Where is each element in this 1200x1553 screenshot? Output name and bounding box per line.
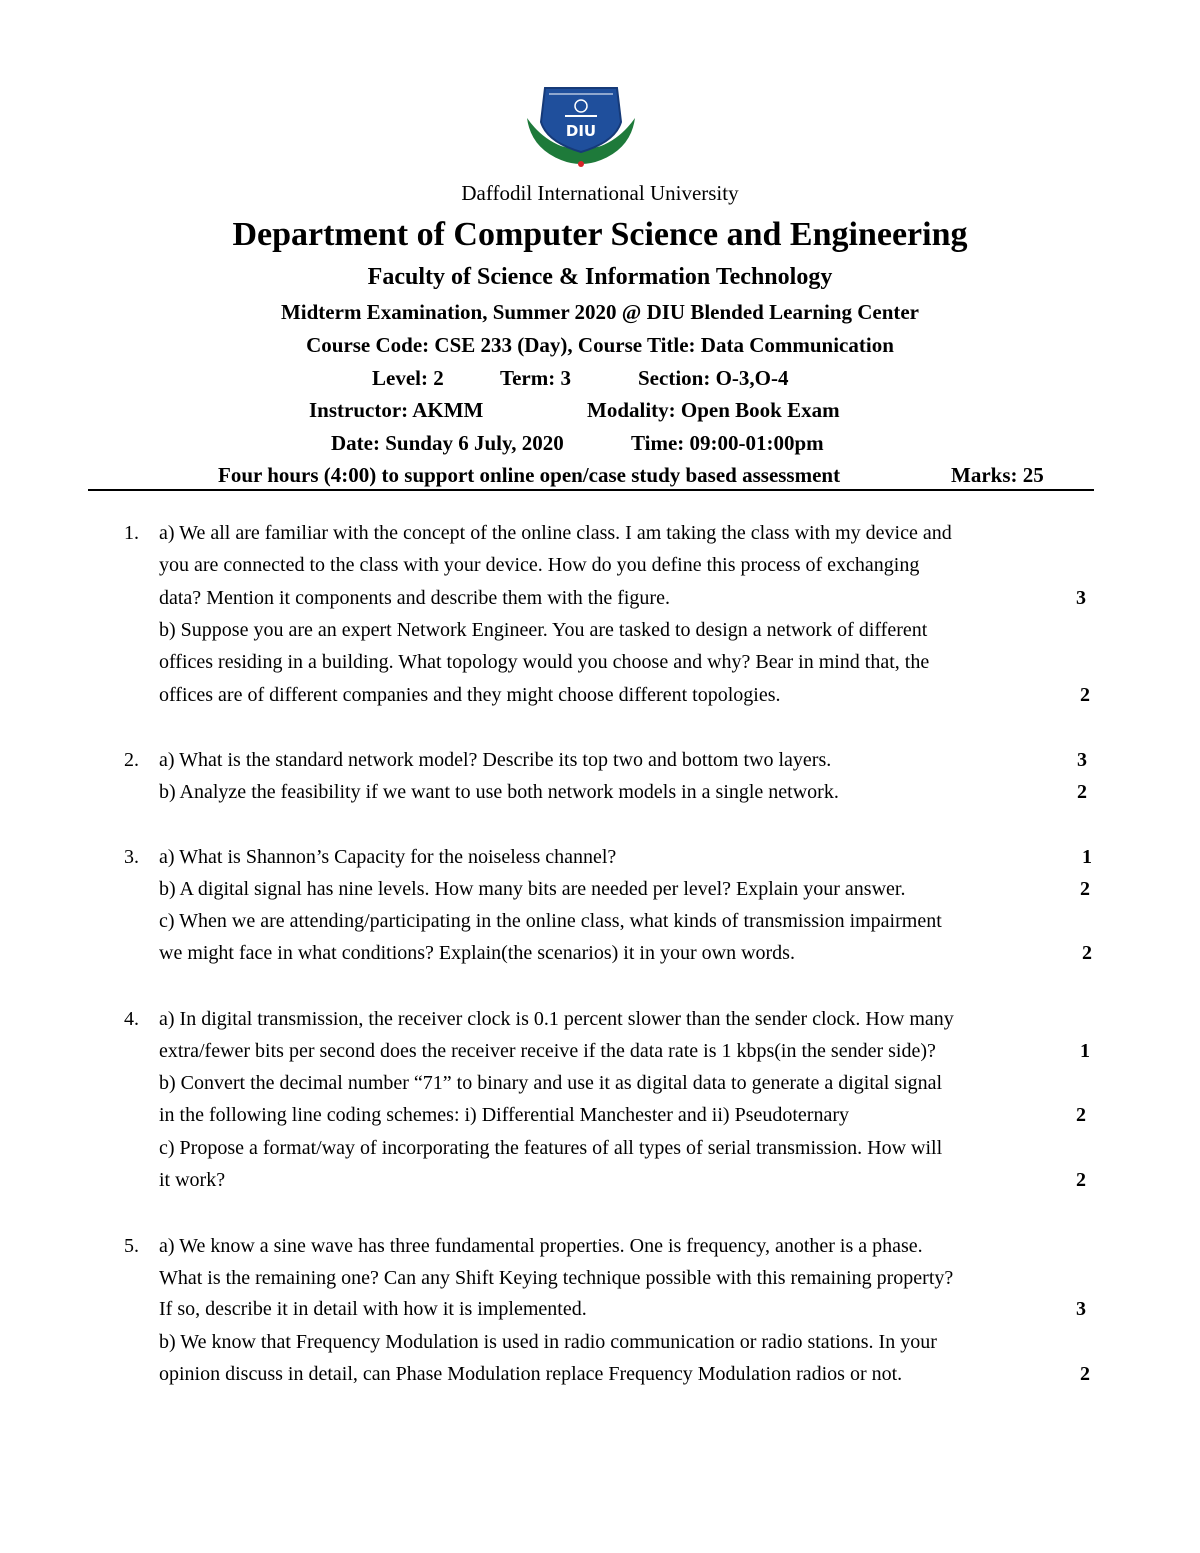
- question-4-line: extra/fewer bits per second does the receiver receive if the data rate is 1 kbps(in the sender side)?: [159, 1040, 936, 1062]
- question-4-number: 4.: [124, 1008, 139, 1030]
- question-3-line: we might face in what conditions? Explain(the scenarios) it in your own words.: [159, 942, 795, 964]
- modality-info: Modality: Open Book Exam: [587, 398, 840, 422]
- question-4c-marks: 2: [1076, 1169, 1086, 1191]
- total-marks: Marks: 25: [951, 463, 1044, 487]
- question-3-line: c) When we are attending/participating in the online class, what kinds of transmission impairment: [159, 910, 942, 932]
- course-info: Course Code: CSE 233 (Day), Course Title: Data Communication: [306, 333, 894, 357]
- question-2b-marks: 2: [1077, 781, 1087, 803]
- question-5-line: a) We know a sine wave has three fundamental properties. One is frequency, another is a phase.: [159, 1235, 923, 1257]
- question-4a-marks: 1: [1080, 1040, 1090, 1062]
- exam-title: Midterm Examination, Summer 2020 @ DIU Blended Learning Center: [280, 300, 920, 324]
- question-1-line: b) Suppose you are an expert Network Engineer. You are tasked to design a network of different: [159, 619, 928, 641]
- question-2-line: b) Analyze the feasibility if we want to use both network models in a single network.: [159, 781, 839, 803]
- university-logo: [525, 78, 637, 170]
- question-3b-marks: 2: [1080, 878, 1090, 900]
- question-1-line: offices are of different companies and they might choose different topologies.: [159, 684, 781, 706]
- question-4-line: it work?: [159, 1169, 226, 1191]
- question-1-line: data? Mention it components and describe them with the figure.: [159, 587, 670, 609]
- question-4-line: c) Propose a format/way of incorporating the features of all types of serial transmission. How will: [159, 1137, 943, 1159]
- question-4-line: a) In digital transmission, the receiver clock is 0.1 percent slower than the sender clock. How many: [159, 1008, 954, 1030]
- question-5-line: If so, describe it in detail with how it is implemented.: [159, 1298, 587, 1320]
- level-info: Level: 2: [372, 366, 444, 390]
- question-5-number: 5.: [124, 1235, 139, 1257]
- question-1-number: 1.: [124, 522, 139, 544]
- logo-text: DIU: [565, 122, 597, 140]
- question-1-line: a) We all are familiar with the concept of the online class. I am taking the class with my device and: [159, 522, 952, 544]
- term-info: Term: 3: [500, 366, 571, 390]
- instructor-info: Instructor: AKMM: [309, 398, 484, 422]
- question-5-line: opinion discuss in detail, can Phase Modulation replace Frequency Modulation radios or not.: [159, 1363, 903, 1385]
- time-info: Time: 09:00-01:00pm: [631, 431, 824, 455]
- question-1b-marks: 2: [1080, 684, 1090, 706]
- question-4b-marks: 2: [1076, 1104, 1086, 1126]
- question-3-line: b) A digital signal has nine levels. How many bits are needed per level? Explain your answer.: [159, 878, 906, 900]
- date-info: Date: Sunday 6 July, 2020: [331, 431, 564, 455]
- question-2a-marks: 3: [1077, 749, 1087, 771]
- question-5-line: What is the remaining one? Can any Shift Keying technique possible with this remaining property?: [159, 1267, 954, 1289]
- question-4-line: in the following line coding schemes: i) Differential Manchester and ii) Pseudoternary: [159, 1104, 849, 1126]
- question-2-line: a) What is the standard network model? Describe its top two and bottom two layers.: [159, 749, 832, 771]
- question-3-number: 3.: [124, 846, 139, 868]
- department-title: Department of Computer Science and Engineering: [232, 216, 968, 253]
- question-5-line: b) We know that Frequency Modulation is used in radio communication or radio stations. In your: [159, 1331, 937, 1353]
- question-1a-marks: 3: [1076, 587, 1086, 609]
- question-5a-marks: 3: [1076, 1298, 1086, 1320]
- duration-info: Four hours (4:00) to support online open/case study based assessment: [218, 463, 841, 487]
- header-divider: [88, 489, 1094, 491]
- university-name: Daffodil International University: [461, 181, 739, 205]
- question-3a-marks: 1: [1082, 846, 1092, 868]
- faculty-title: Faculty of Science & Information Technology: [367, 264, 833, 290]
- question-1-line: you are connected to the class with your device. How do you define this process of exchanging: [159, 554, 920, 576]
- section-info: Section: O-3,O-4: [638, 366, 789, 390]
- question-4-line: b) Convert the decimal number “71” to binary and use it as digital data to generate a digital signal: [159, 1072, 943, 1094]
- question-1-line: offices residing in a building. What topology would you choose and why? Bear in mind that, the: [159, 651, 930, 673]
- question-5b-marks: 2: [1080, 1363, 1090, 1385]
- question-3c-marks: 2: [1082, 942, 1092, 964]
- question-2-number: 2.: [124, 749, 139, 771]
- question-3-line: a) What is Shannon’s Capacity for the noiseless channel?: [159, 846, 617, 868]
